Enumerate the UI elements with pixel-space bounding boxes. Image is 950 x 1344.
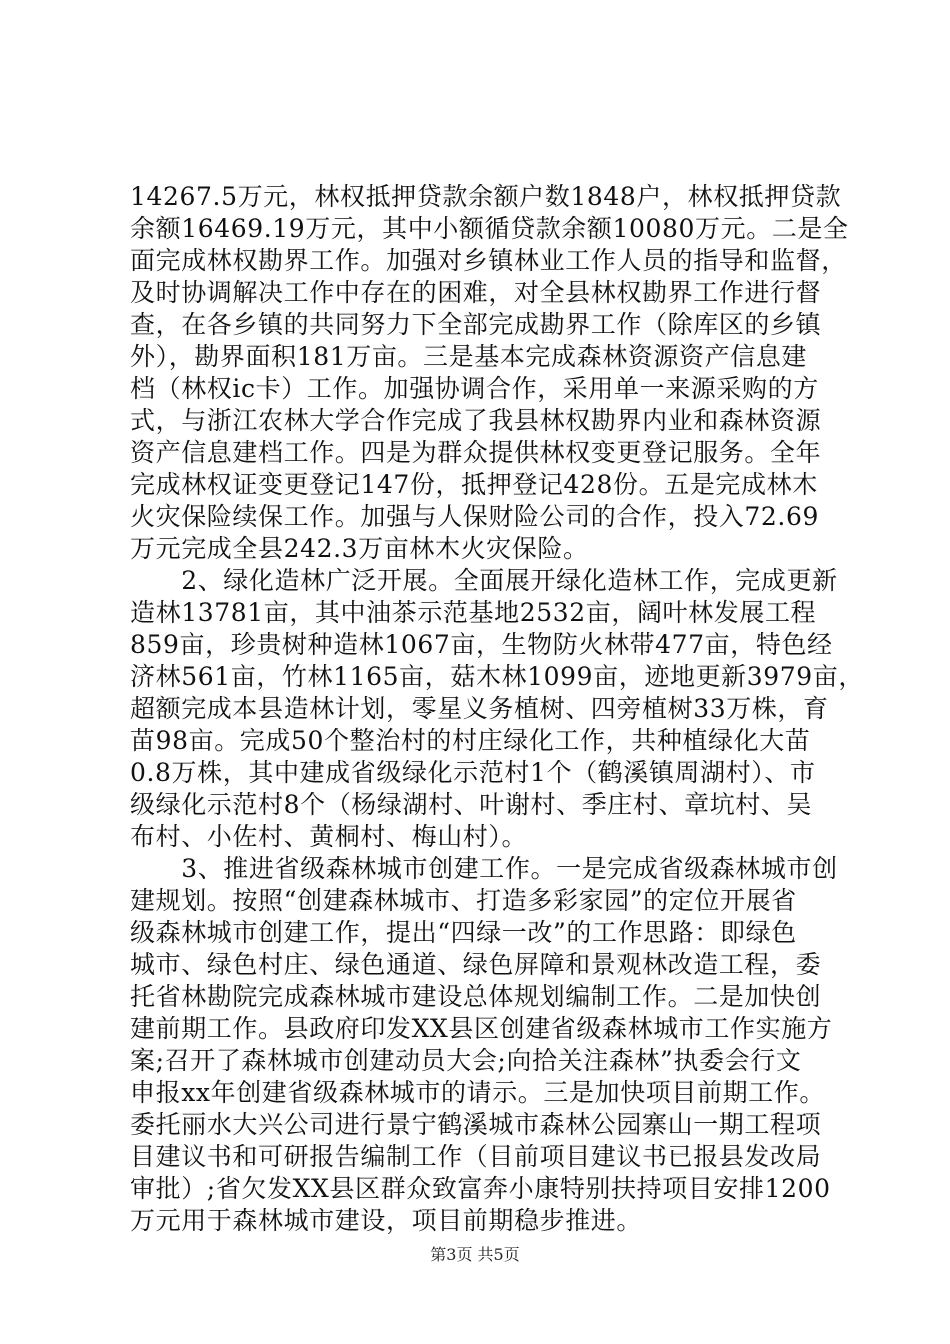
text-line: 面完成林权勘界工作。加强对乡镇林业工作人员的指导和监督，: [130, 246, 847, 275]
text-line: 万元用于森林城市建设，项目前期稳步推进。: [130, 1206, 643, 1235]
text-line: 资产信息建档工作。四是为群众提供林权变更登记服务。全年: [130, 438, 822, 467]
text-line: 布村、小佐村、黄桐村、梅山村）。: [130, 822, 528, 851]
text-line: 14267.5万元，林权抵押贷款余额户数1848户，林权抵押贷款: [130, 182, 842, 211]
text-line: 查，在各乡镇的共同努力下全部完成勘界工作（除库区的乡镇: [130, 310, 822, 339]
text-line: 余额16469.19万元，其中小额循贷款余额10080万元。二是全: [130, 214, 849, 243]
text-line: 完成林权证变更登记147份，抵押登记428份。五是完成林木: [130, 470, 818, 499]
paragraph-start-line: 2、绿化造林广泛开展。全面展开绿化造林工作，完成更新: [130, 566, 838, 595]
text-line: 式，与浙江农林大学合作完成了我县林权勘界内业和森林资源: [130, 406, 822, 435]
text-line: 建前期工作。县政府印发XX县区创建省级森林城市工作实施方: [130, 1014, 833, 1043]
text-line: 外），勘界面积181万亩。三是基本完成森林资源资产信息建: [130, 342, 808, 371]
text-line: 建规划。按照“创建森林城市、打造多彩家园”的定位开展省: [130, 886, 797, 915]
text-line: 目建议书和可研报告编制工作（目前项目建议书已报县发改局: [130, 1142, 822, 1171]
text-line: 济林561亩，竹林1165亩，菇木林1099亩，迹地更新3979亩，: [130, 662, 864, 691]
page-number-footer: 第3页 共5页: [430, 1245, 520, 1264]
text-line: 859亩，珍贵树种造林1067亩，生物防火林带477亩，特色经: [130, 630, 833, 659]
text-line: 案;召开了森林城市创建动员大会;向拾关注森林”执委会行文: [130, 1046, 802, 1075]
text-line: 托省林勘院完成森林城市建设总体规划编制工作。二是加快创: [130, 982, 822, 1011]
text-line: 档（林权ic卡）工作。加强协调合作，采用单一来源采购的方: [130, 374, 819, 403]
text-line: 超额完成本县造林计划，零星义务植树、四旁植树33万株，育: [130, 694, 829, 723]
text-line: 审批）;省欠发XX县区群众致富奔小康特别扶持项目安排1200: [130, 1174, 831, 1203]
text-line: 委托丽水大兴公司进行景宁鹤溪城市森林公园寨山一期工程项: [130, 1110, 822, 1139]
text-line: 苗98亩。完成50个整治村的村庄绿化工作，共种植绿化大苗: [130, 726, 811, 755]
text-line: 及时协调解决工作中存在的困难，对全县林权勘界工作进行督: [130, 278, 822, 307]
text-line: 城市、绿色村庄、绿色通道、绿色屏障和景观林改造工程，委: [130, 950, 822, 979]
paragraph-start-line: 3、推进省级森林城市创建工作。一是完成省级森林城市创: [130, 854, 838, 883]
text-line: 造林13781亩，其中油茶示范基地2532亩，阔叶林发展工程: [130, 598, 817, 627]
text-line: 万元完成全县242.3万亩林木火灾保险。: [130, 534, 589, 563]
text-line: 级森林城市创建工作，提出“四绿一改”的工作思路：即绿色: [130, 918, 797, 947]
text-line: 0.8万株，其中建成省级绿化示范村1个（鹤溪镇周湖村）、市: [130, 758, 816, 787]
text-line: 申报xx年创建省级森林城市的请示。三是加快项目前期工作。: [130, 1078, 826, 1107]
text-line: 火灾保险续保工作。加强与人保财险公司的合作，投入72.69: [130, 502, 819, 531]
text-line: 级绿化示范村8个（杨绿湖村、叶谢村、季庄村、章坑村、吴: [130, 790, 813, 819]
